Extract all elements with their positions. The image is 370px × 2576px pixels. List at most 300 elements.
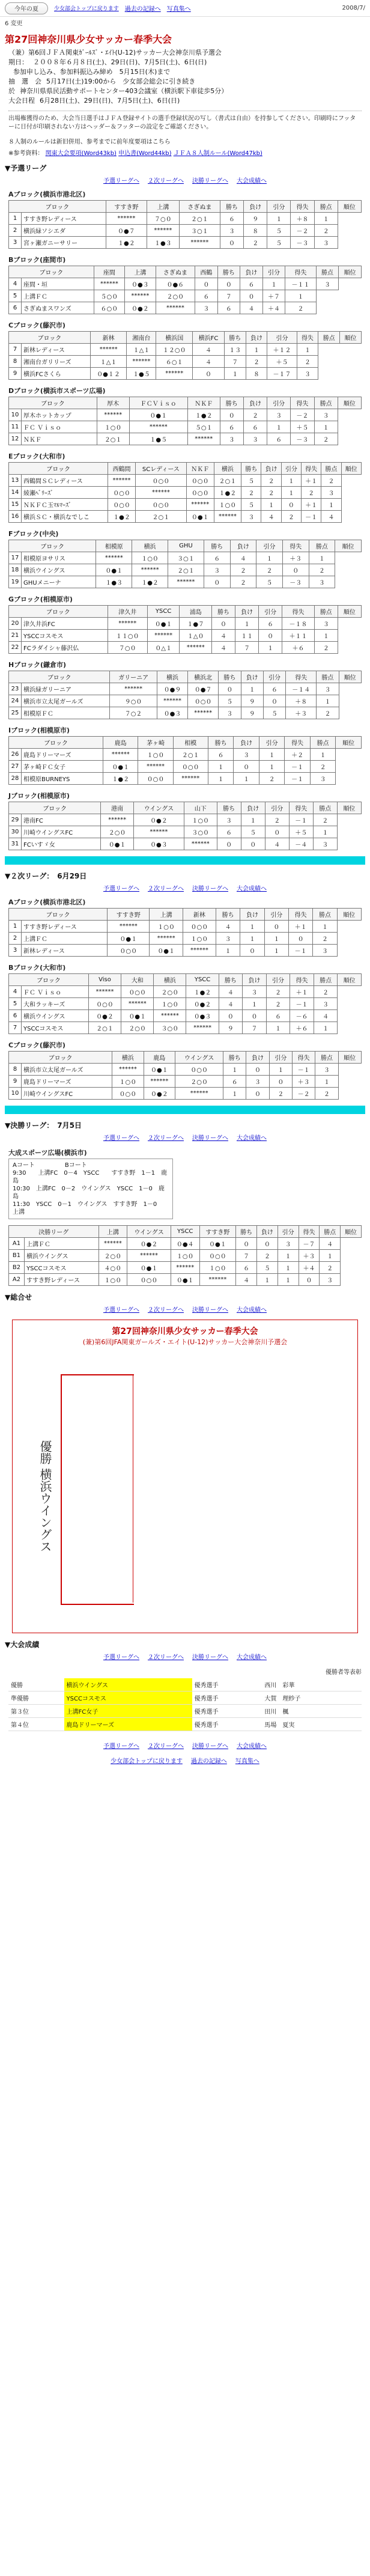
- table-cell: ******: [108, 475, 136, 487]
- table-header-cell: 相模: [173, 737, 208, 749]
- table-cell: ６: [220, 421, 243, 433]
- nav-links-5: [0, 1652, 370, 1661]
- table-cell: ４: [320, 1238, 341, 1250]
- table-cell: １○０: [214, 499, 241, 511]
- table-cell: １○０: [184, 814, 217, 826]
- table-cell: ******: [94, 278, 124, 290]
- table-cell: １: [267, 213, 291, 225]
- table-header-cell: 横浜北: [188, 671, 219, 683]
- info-value: 6月28日(土)、29日(日)、7月5日(土)、6日(日): [40, 97, 180, 105]
- table-cell: ２: [315, 1088, 338, 1100]
- table-cell: ******: [156, 368, 193, 380]
- table-cell: １△１: [90, 356, 127, 368]
- league-block: [8, 725, 362, 785]
- table-cell: ２: [244, 237, 267, 249]
- row-number: 4: [9, 278, 22, 290]
- results-team: 鹿島ドリーマーズ: [64, 1718, 192, 1731]
- table-row: [9, 278, 362, 290]
- nav-results-5[interactable]: 大会成績へ: [237, 1654, 267, 1661]
- table-row: [9, 421, 362, 433]
- table-cell: １: [281, 487, 301, 499]
- table-header-cell: ブロック: [9, 606, 108, 618]
- team-name: 上溝ＦＣ: [22, 290, 94, 302]
- table-cell: ０: [263, 695, 285, 707]
- league-table: [8, 736, 362, 785]
- table-cell: ０○０: [108, 945, 150, 957]
- table-cell: １: [261, 499, 281, 511]
- table-row: [9, 945, 362, 957]
- table-cell: １●２: [132, 576, 168, 588]
- top-bar: [0, 0, 370, 17]
- table-cell: ０: [259, 630, 282, 642]
- row-number: 30: [9, 826, 22, 838]
- table-cell: －１８: [282, 618, 315, 630]
- table-cell: ４: [193, 356, 225, 368]
- table-cell: ０○０: [108, 487, 136, 499]
- table-cell: ０: [217, 838, 241, 850]
- table-header-cell: 勝ち: [216, 909, 240, 921]
- row-number: 2: [9, 225, 22, 237]
- table-cell: ＋６: [290, 1022, 314, 1034]
- results-award: 優秀選手: [192, 1678, 262, 1691]
- table-cell: ６○０: [94, 302, 124, 314]
- team-name: FCいすゞ女: [22, 838, 101, 850]
- table-cell: ９: [241, 695, 263, 707]
- table-cell: ２○０: [175, 1076, 223, 1088]
- table-header-cell: 順位: [341, 463, 361, 475]
- table-row: [9, 921, 362, 933]
- results-row: [8, 1678, 362, 1691]
- table-header-cell: 負け: [246, 1052, 269, 1064]
- table-cell: ******: [112, 1064, 144, 1076]
- table-cell: ６: [223, 1076, 246, 1088]
- results-row: [8, 1718, 362, 1731]
- table-row: [9, 761, 362, 773]
- row-number: 10: [9, 1088, 22, 1100]
- table-cell: ６: [217, 826, 241, 838]
- table-header-cell: 得失: [282, 540, 309, 552]
- table-cell: ０○０: [173, 761, 208, 773]
- table-cell: ０○０: [127, 1274, 171, 1286]
- table-cell: ２: [269, 1088, 292, 1100]
- table-cell: １: [216, 945, 240, 957]
- table-cell: １●７: [180, 618, 212, 630]
- nav-results-2[interactable]: 大会成績へ: [237, 886, 267, 892]
- row-number: 9: [9, 1076, 22, 1088]
- table-header-cell: 順位: [338, 397, 361, 409]
- table-cell: ０: [240, 290, 263, 302]
- table-cell: １●２: [187, 409, 220, 421]
- table-header-cell: 得失: [286, 671, 317, 683]
- section-divider-2: [5, 1106, 365, 1114]
- table-cell: ２: [297, 356, 318, 368]
- table-cell: ******: [175, 1088, 223, 1100]
- table-row: [9, 409, 362, 421]
- table-cell: ０●７: [188, 683, 219, 695]
- block-title[interactable]: Aブロック(横浜市港北区): [8, 898, 86, 906]
- team-name: すすき野レディース: [22, 921, 108, 933]
- table-row: [9, 487, 362, 499]
- nav-second-3[interactable]: ２次リーグへ: [148, 1135, 184, 1142]
- table-cell: ＋５: [291, 421, 314, 433]
- table-cell: ２: [259, 773, 285, 785]
- table-cell: ６: [204, 552, 230, 564]
- block-title[interactable]: Cブロック(藤沢市): [8, 1041, 65, 1049]
- section-second: ▼２次リーグ： 6月29日: [5, 872, 87, 880]
- table-header-cell: 勝ち: [220, 201, 243, 213]
- table-header-cell: 勝ち: [204, 540, 230, 552]
- table-header-cell: 順位: [336, 737, 362, 749]
- table-header-cell: ブロック: [9, 737, 103, 749]
- row-number: 1: [9, 921, 22, 933]
- table-cell: ２: [314, 433, 338, 445]
- table-cell: ０: [243, 1010, 267, 1022]
- nav-second-2[interactable]: ２次リーグへ: [148, 886, 184, 892]
- bracket: [12, 1320, 358, 1633]
- team-name: すすき野レディース: [22, 213, 106, 225]
- final-league-table-block: [8, 1225, 362, 1286]
- table-cell: －１７: [267, 368, 297, 380]
- table-cell: ******: [103, 749, 138, 761]
- table-cell: －６: [290, 1010, 314, 1022]
- footer-final[interactable]: 決勝リーグへ: [192, 1743, 228, 1750]
- table-cell: ２: [265, 814, 289, 826]
- nav-final-5[interactable]: 決勝リーグへ: [192, 1654, 228, 1661]
- table-cell: ３○０: [154, 1022, 186, 1034]
- table-header-row: [9, 802, 362, 814]
- table-cell: ２○０: [121, 1022, 154, 1034]
- table-header-cell: 厚木: [97, 397, 129, 409]
- table-cell: ******: [101, 814, 134, 826]
- row-number: 15: [9, 499, 22, 511]
- table-cell: －４: [289, 838, 313, 850]
- table-cell: ******: [106, 213, 147, 225]
- table-cell: １△１: [127, 344, 156, 356]
- table-cell: ６: [259, 618, 282, 630]
- row-number: 21: [9, 630, 22, 642]
- team-name: 港南FC: [22, 814, 101, 826]
- team-name: 川崎ウイングスFC: [22, 826, 101, 838]
- results-row: [8, 1705, 362, 1718]
- table-cell: ２○１: [214, 475, 241, 487]
- table-cell: ******: [171, 1262, 199, 1274]
- footer-prelim[interactable]: 予選リーグへ: [103, 1743, 139, 1750]
- league-block: [8, 594, 362, 654]
- nav-links-1: [0, 175, 370, 184]
- nav-results[interactable]: 大会成績へ: [237, 178, 267, 184]
- table-header-cell: 決勝リーグ: [9, 1226, 99, 1238]
- row-number: 24: [9, 695, 22, 707]
- table-cell: ******: [179, 237, 220, 249]
- table-cell: ３: [241, 511, 261, 523]
- table-cell: ０: [234, 761, 259, 773]
- table-header-cell: 引分: [269, 1052, 292, 1064]
- nav-final-3[interactable]: 決勝リーグへ: [192, 1135, 228, 1142]
- final-scores: [8, 1148, 362, 1219]
- table-cell: ０: [288, 933, 312, 945]
- table-cell: ９: [241, 707, 263, 719]
- table-cell: ３: [317, 683, 339, 695]
- block-title[interactable]: Jブロック(相模原市): [8, 792, 70, 800]
- table-header-cell: 負け: [235, 606, 259, 618]
- league-table: [8, 605, 362, 654]
- table-cell: －２: [291, 225, 314, 237]
- table-cell: １: [264, 945, 288, 957]
- table-cell: ４: [216, 921, 240, 933]
- nav-prelim-2[interactable]: 予選リーグへ: [103, 886, 139, 892]
- block-title[interactable]: Gブロック(相模原市): [8, 595, 73, 603]
- table-cell: ２○１: [135, 511, 186, 523]
- table-cell: ２: [285, 302, 316, 314]
- footer-home[interactable]: 少女部会トップに戻ります: [111, 1758, 183, 1765]
- table-cell: ０●９: [157, 683, 187, 695]
- table-cell: １: [259, 642, 282, 654]
- nav-links-3: [0, 1133, 370, 1142]
- table-header-cell: ブロック: [9, 332, 91, 344]
- table-cell: ３: [316, 278, 339, 290]
- row-number: 27: [9, 761, 22, 773]
- footer-photos[interactable]: 写真集へ: [235, 1758, 259, 1765]
- logo[interactable]: 今年の夏: [5, 2, 48, 14]
- block-title[interactable]: Iブロック(相模原市): [8, 726, 70, 734]
- table-header-row: [9, 266, 362, 278]
- table-cell: ３: [234, 749, 259, 761]
- table-cell: ０●２: [134, 814, 184, 826]
- footer-second[interactable]: ２次リーグへ: [148, 1743, 184, 1750]
- team-name: FCラダイシャ藤沢仏: [22, 642, 108, 654]
- section-final: ▼決勝リーグ： 7月5日: [5, 1121, 82, 1130]
- table-row: [9, 499, 362, 511]
- table-cell: ０●３: [157, 707, 187, 719]
- bracket-title: 第27回神奈川県少女サッカー春季大会: [112, 1327, 258, 1336]
- table-cell: ０: [246, 1064, 269, 1076]
- table-row: [9, 630, 362, 642]
- table-cell: １: [223, 1064, 246, 1076]
- table-cell: ０●１: [103, 761, 138, 773]
- table-row: [9, 826, 362, 838]
- table-row: [9, 695, 362, 707]
- info-row: [8, 96, 362, 106]
- score-line: 11:30 YSCC 0－1 ウイングス すすき野 1－0 上溝: [13, 1201, 163, 1216]
- nav-second-5[interactable]: ２次リーグへ: [148, 1654, 184, 1661]
- table-row: [9, 1274, 362, 1286]
- table-cell: ５: [241, 475, 261, 487]
- table-header-cell: 勝ち: [219, 671, 241, 683]
- table-header-cell: 順位: [340, 332, 362, 344]
- block-title[interactable]: Dブロック(横浜市スポーツ広場): [8, 387, 106, 395]
- top-link-photos[interactable]: 写真集へ: [166, 6, 191, 13]
- table-cell: ２: [266, 986, 290, 998]
- top-link-home[interactable]: 少女部会トップに戻ります: [54, 6, 119, 12]
- table-header-cell: ウイングス: [134, 802, 184, 814]
- row-number: 28: [9, 773, 22, 785]
- table-header-cell: 勝点: [313, 909, 337, 921]
- table-cell: ******: [88, 986, 121, 998]
- table-cell: １: [321, 499, 341, 511]
- update-note: 6 変更: [5, 20, 23, 27]
- table-header-cell: ブロック: [9, 201, 106, 213]
- table-row: [9, 511, 362, 523]
- table-cell: ０○０: [183, 921, 216, 933]
- table-cell: ０●２: [88, 1010, 121, 1022]
- table-cell: ０: [257, 1238, 278, 1250]
- table-cell: ２: [302, 487, 321, 499]
- team-name: YSCCコスモス: [25, 1262, 99, 1274]
- table-header-cell: YSCC: [147, 606, 180, 618]
- reference-link-jfa[interactable]: ＪＦＡ８人制ルール(Word47kb): [173, 150, 262, 157]
- table-cell: ２: [261, 475, 281, 487]
- table-header-row: [9, 463, 362, 475]
- team-name: 横浜ＳＣ・横浜なでしこ: [22, 511, 108, 523]
- row-number: 19: [9, 576, 22, 588]
- table-cell: ７○２: [110, 707, 157, 719]
- footer-results[interactable]: 大会成績へ: [237, 1743, 267, 1750]
- table-cell: ３: [314, 409, 338, 421]
- row-number: 22: [9, 642, 22, 654]
- table-row: [9, 642, 362, 654]
- block-title[interactable]: Bブロック(大和市): [8, 964, 66, 972]
- info-value: 神奈川県県民活動サポートセンター403会議室（横浜駅下車徒歩5分）: [20, 87, 228, 95]
- block-title[interactable]: Aブロック(横浜市港北区): [8, 190, 86, 198]
- table-cell: ７○０: [108, 642, 147, 654]
- table-header-cell: 横浜: [112, 1052, 144, 1064]
- block-title[interactable]: Cブロック(藤沢市): [8, 321, 65, 329]
- table-cell: １: [246, 344, 267, 356]
- block-title[interactable]: Fブロック(中央): [8, 530, 59, 538]
- table-cell: ２: [317, 707, 339, 719]
- table-cell: －７: [299, 1238, 320, 1250]
- info-row: [8, 58, 362, 67]
- table-cell: ２: [314, 986, 338, 998]
- table-cell: ２: [243, 409, 267, 421]
- table-cell: ******: [90, 344, 127, 356]
- table-cell: ０●１: [108, 933, 150, 945]
- table-header-cell: 勝点: [316, 266, 339, 278]
- table-header-cell: 得失: [282, 606, 315, 618]
- block-title[interactable]: Bブロック(座間市): [8, 256, 66, 264]
- table-header-cell: 得失: [285, 266, 316, 278]
- table-cell: ******: [121, 998, 154, 1010]
- table-row: [9, 1238, 362, 1250]
- table-cell: ０○０: [135, 475, 186, 487]
- nav-prelim-3[interactable]: 予選リーグへ: [103, 1135, 139, 1142]
- table-cell: ６: [263, 683, 285, 695]
- table-cell: ０●１: [199, 1238, 236, 1250]
- block-title[interactable]: Hブロック(鎌倉市): [8, 661, 67, 669]
- table-cell: １２○０: [156, 344, 193, 356]
- table-header-cell: SCレディース: [135, 463, 186, 475]
- table-header-cell: 座間: [94, 266, 124, 278]
- nav-second[interactable]: ２次リーグへ: [148, 178, 184, 184]
- info-key: 抽 選 会: [8, 78, 41, 85]
- table-cell: －１: [285, 773, 311, 785]
- table-cell: ６: [195, 290, 218, 302]
- table-cell: １●２: [106, 237, 147, 249]
- table-cell: ３: [216, 933, 240, 945]
- reference-link-form[interactable]: 申込書(Word44kb): [118, 150, 172, 157]
- table-header-cell: 引分: [267, 332, 297, 344]
- table-cell: ３: [204, 564, 230, 576]
- table-cell: ０○０: [186, 475, 214, 487]
- table-cell: １: [241, 683, 263, 695]
- nav-final[interactable]: 決勝リーグへ: [192, 178, 228, 184]
- table-cell: ３: [195, 302, 218, 314]
- table-cell: ０: [240, 945, 264, 957]
- table-header-cell: すすき野: [106, 201, 147, 213]
- info-row: [8, 67, 362, 77]
- table-cell: ６: [236, 1262, 257, 1274]
- league-block: [8, 963, 362, 1034]
- table-cell: ７: [236, 1250, 257, 1262]
- results-team: YSCCコスモス: [64, 1691, 192, 1705]
- table-header-cell: 茅ヶ崎: [138, 737, 173, 749]
- team-name: 茅ヶ崎ＦＣ女子: [22, 761, 103, 773]
- table-cell: ２: [230, 564, 256, 576]
- table-cell: ０●１: [144, 1064, 175, 1076]
- nav-final-2[interactable]: 決勝リーグへ: [192, 886, 228, 892]
- table-cell: １●２: [186, 986, 219, 998]
- table-header-cell: ウイングス: [127, 1226, 171, 1238]
- table-cell: ******: [138, 761, 173, 773]
- table-cell: ３: [310, 773, 336, 785]
- table-cell: ０: [220, 409, 243, 421]
- table-header-row: [9, 671, 362, 683]
- table-header-cell: ＦＣＶｉｓｏ: [129, 397, 187, 409]
- table-cell: ******: [168, 576, 204, 588]
- table-cell: ０: [241, 838, 265, 850]
- table-cell: ０○０: [112, 1088, 144, 1100]
- team-name: 津久井浜FC: [22, 618, 108, 630]
- table-header-cell: 得失: [291, 397, 314, 409]
- bracket-champion-label: 優勝: [38, 1440, 52, 1464]
- table-cell: ４: [240, 302, 263, 314]
- footer-history[interactable]: 過去の記録へ: [190, 1758, 227, 1765]
- table-header-cell: 横浜: [157, 671, 187, 683]
- table-cell: １１○０: [108, 630, 147, 642]
- table-cell: ３: [315, 1064, 338, 1076]
- table-cell: ******: [99, 1238, 127, 1250]
- nav-prelim[interactable]: 予選リーグへ: [103, 178, 139, 184]
- reference-link-rules[interactable]: 関東大会要項(Word43kb): [45, 150, 117, 157]
- table-cell: －３: [282, 576, 309, 588]
- table-cell: ０: [219, 1010, 243, 1022]
- nav-prelim-4[interactable]: 予選リーグへ: [103, 1307, 139, 1314]
- nav-results-4[interactable]: 大会成績へ: [237, 1307, 267, 1314]
- table-header-cell: 順位: [338, 1052, 361, 1064]
- nav-results-3[interactable]: 大会成績へ: [237, 1135, 267, 1142]
- table-cell: ０●２: [125, 302, 156, 314]
- table-cell: ４○０: [99, 1262, 127, 1274]
- table-cell: ４: [219, 986, 243, 998]
- table-cell: １: [259, 761, 285, 773]
- results: [8, 1667, 362, 1731]
- table-row: [9, 986, 362, 998]
- results-row: [8, 1691, 362, 1705]
- table-cell: ０●６: [156, 278, 195, 290]
- block-title[interactable]: Eブロック(大和市): [8, 452, 65, 460]
- top-link-history[interactable]: 過去の記録へ: [124, 6, 161, 13]
- table-header-cell: 引分: [256, 540, 283, 552]
- table-row: [9, 1250, 362, 1262]
- nav-prelim-5[interactable]: 予選リーグへ: [103, 1654, 139, 1661]
- table-cell: １: [266, 1022, 290, 1034]
- nav-second-4[interactable]: ２次リーグへ: [148, 1307, 184, 1314]
- table-cell: ０●１: [171, 1274, 199, 1286]
- table-header-cell: 負け: [246, 332, 267, 344]
- results-place: 優勝: [8, 1678, 64, 1691]
- nav-final-4[interactable]: 決勝リーグへ: [192, 1307, 228, 1314]
- table-cell: ０: [265, 826, 289, 838]
